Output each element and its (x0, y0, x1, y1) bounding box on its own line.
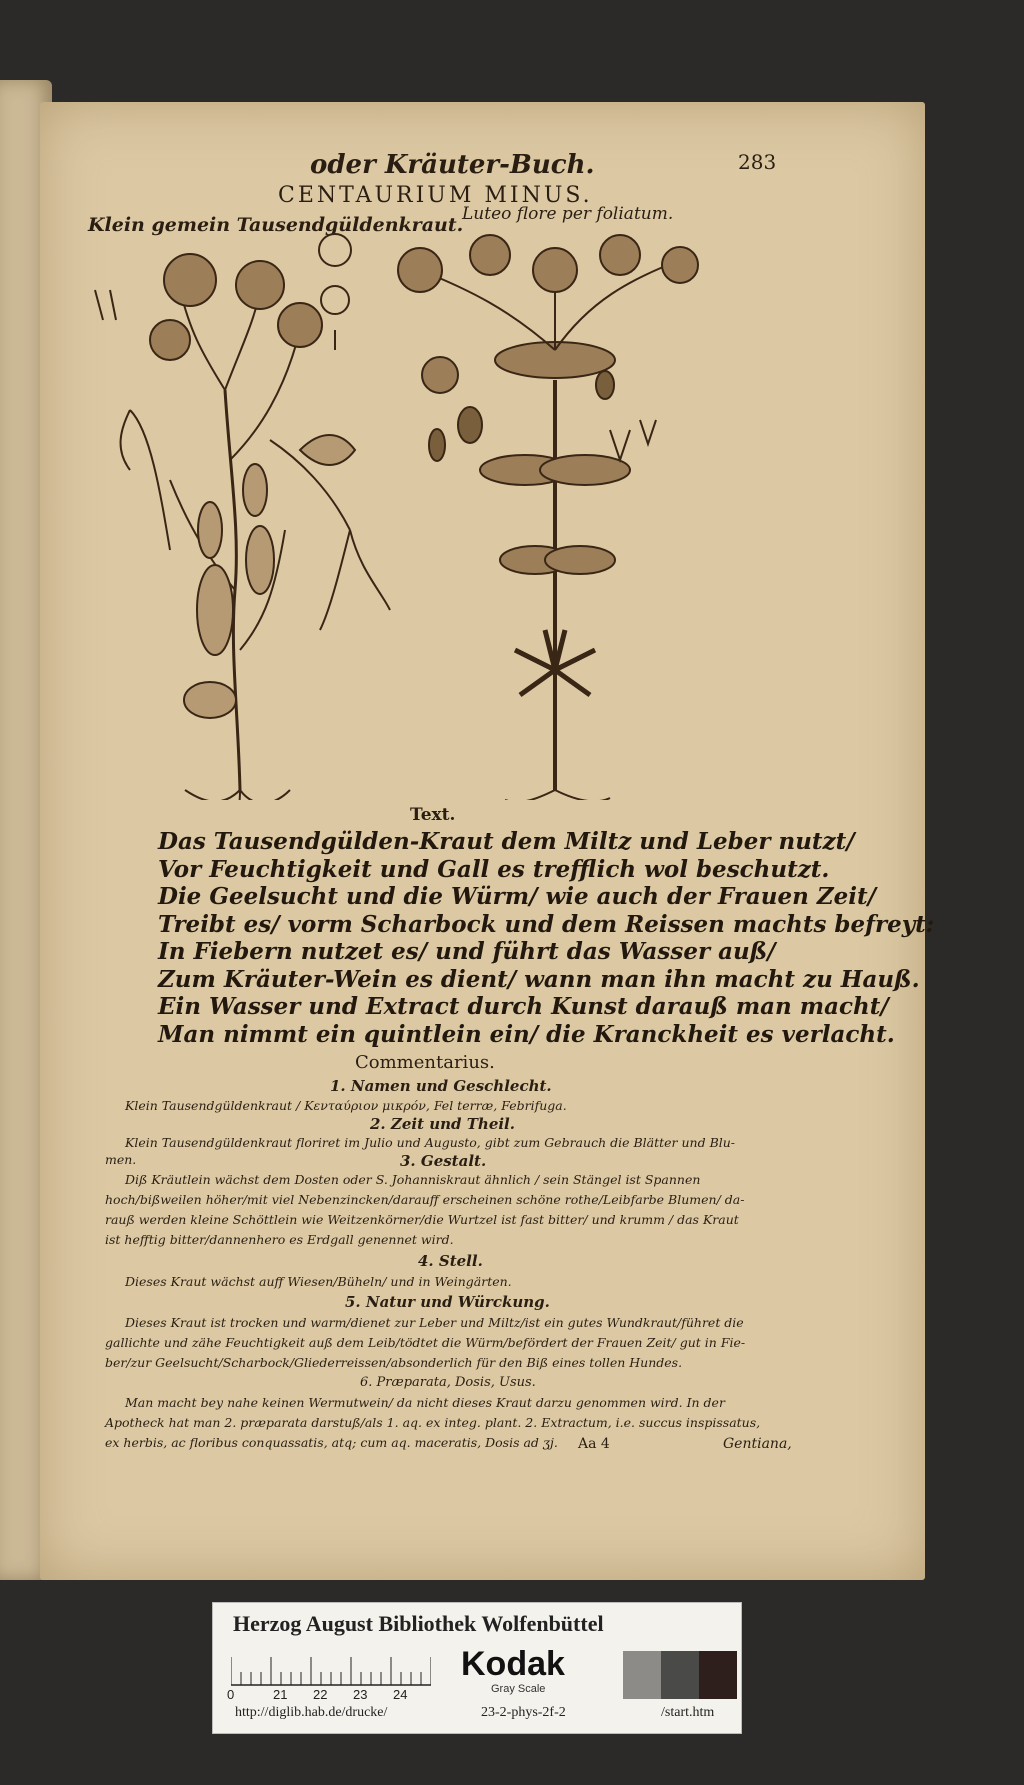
ruler-label: 23 (353, 1687, 368, 1702)
library-name: Herzog August Bibliothek Wolfenbüttel (233, 1611, 604, 1636)
section-line: Dieses Kraut ist trocken und warm/dienet zur Leber und Miltz/ist ein gutes Wundkraut/führet die (125, 1315, 744, 1330)
section-line: ex herbis, ac floribus conquassatis, atq; cum aq. maceratis, Dosis ad ʒj. (105, 1435, 558, 1450)
section-line: Klein Tausendgüldenkraut / Κενταύριον μικρόν, Fel terræ, Febrifuga. (125, 1098, 567, 1113)
section-line: hoch/bißweilen höher/mit viel Nebenzincken/darauff erscheinen schöne rothe/Leibfarbe Blumen/ da- (105, 1192, 745, 1207)
section-title: 3. Gestalt. (400, 1152, 487, 1170)
poem-line: Zum Kräuter-Wein es dient/ wann man ihn macht zu Hauß. (158, 965, 920, 993)
signature-mark: Aa 4 (578, 1436, 610, 1452)
poem-line: Ein Wasser und Extract durch Kunst darauß man macht/ (158, 993, 889, 1020)
section-line: Apotheck hat man 2. præparata darstuß/als 1. aq. ex integ. plant. 2. Extractum, i.e. succus inspissatus, (105, 1415, 761, 1430)
poem-line: Vor Feuchtigkeit und Gall es trefflich wol beschutzt. (158, 855, 830, 883)
botanical-woodcut-illustration (90, 230, 770, 800)
catchword: Gentiana, (723, 1436, 792, 1452)
plant-title: CENTAURIUM MINUS. (278, 183, 593, 208)
section-line: Klein Tausendgüldenkraut floriret im Julio und Augusto, gibt zum Gebrauch die Blätter und Blu- (125, 1135, 736, 1150)
url-suffix: /start.htm (661, 1705, 715, 1720)
ruler-scale (231, 1647, 431, 1687)
url-shelfmark: 23-2-phys-2f-2 (481, 1705, 566, 1720)
gray-swatch (661, 1651, 699, 1699)
section-line: ist hefftig bitter/dannenhero es Erdgall genennet wird. (105, 1232, 454, 1247)
running-header: oder Kräuter-Buch. (310, 150, 595, 180)
section-line: Diß Kräutlein wächst dem Dosten oder S. Johanniskraut ähnlich / sein Stängel ist Spannen (125, 1172, 701, 1187)
caption-right: Luteo flore per foliatum. (462, 204, 674, 224)
url-base: http://diglib.hab.de/drucke/ (235, 1705, 388, 1720)
kodak-reference-card (212, 1602, 742, 1734)
section-title: 2. Zeit und Theil. (370, 1115, 515, 1133)
gray-swatch (699, 1651, 737, 1699)
poem-line: Die Geelsucht und die Würm/ wie auch der Frauen Zeit/ (158, 883, 877, 910)
text-heading: Text. (410, 805, 456, 825)
section-line: Dieses Kraut wächst auff Wiesen/Büheln/ und in Weingärten. (125, 1274, 512, 1289)
section-line: Man macht bey nahe keinen Wermutwein/ da nicht dieses Kraut darzu genommen wird. In der (125, 1395, 725, 1410)
poem-block (158, 828, 934, 1048)
ruler-label: 0 (227, 1687, 235, 1702)
gray-scale-label: Gray Scale (491, 1683, 546, 1695)
section-title: 5. Natur und Würckung. (345, 1293, 550, 1311)
section-line: gallichte und zähe Feuchtigkeit auß dem Leib/tödtet die Würm/befördert der Frauen Zeit/ gut in Fie- (105, 1335, 746, 1350)
section-line: ber/zur Geelsucht/Scharbock/Gliederreissen/absonderlich für den Biß eines tollen Hundes. (105, 1355, 683, 1370)
commentary-heading: Commentarius. (355, 1052, 495, 1073)
poem-line: In Fiebern nutzet es/ und führt das Wasser auß/ (158, 938, 776, 965)
ruler-label: 24 (393, 1687, 408, 1702)
ruler-label: 21 (273, 1687, 288, 1702)
section-title: 6. Præparata, Dosis, Usus. (360, 1375, 536, 1390)
section-line: rauß werden kleine Schöttlein wie Weitzenkörner/die Wurtzel ist fast bitter/ und krumm / das Kraut (105, 1212, 739, 1227)
section-line: men. (105, 1152, 137, 1167)
right-plant (398, 235, 698, 800)
poem-line: Treibt es/ vorm Scharbock und dem Reissen machts befreyt: (158, 910, 935, 938)
kodak-logo: Kodak (461, 1645, 565, 1683)
poem-line: Das Tausendgülden-Kraut dem Miltz und Leber nutzt/ (158, 828, 855, 855)
ruler-label: 22 (313, 1687, 328, 1702)
gray-swatch (623, 1651, 661, 1699)
left-plant (95, 234, 390, 800)
page-number: 283 (738, 150, 777, 174)
section-title: 1. Namen und Geschlecht. (330, 1077, 552, 1095)
caption-left: Klein gemein Tausendgüldenkraut. (88, 214, 464, 236)
section-title: 4. Stell. (418, 1252, 483, 1270)
poem-line: Man nimmt ein quintlein ein/ die Kranckheit es verlacht. (158, 1020, 895, 1048)
